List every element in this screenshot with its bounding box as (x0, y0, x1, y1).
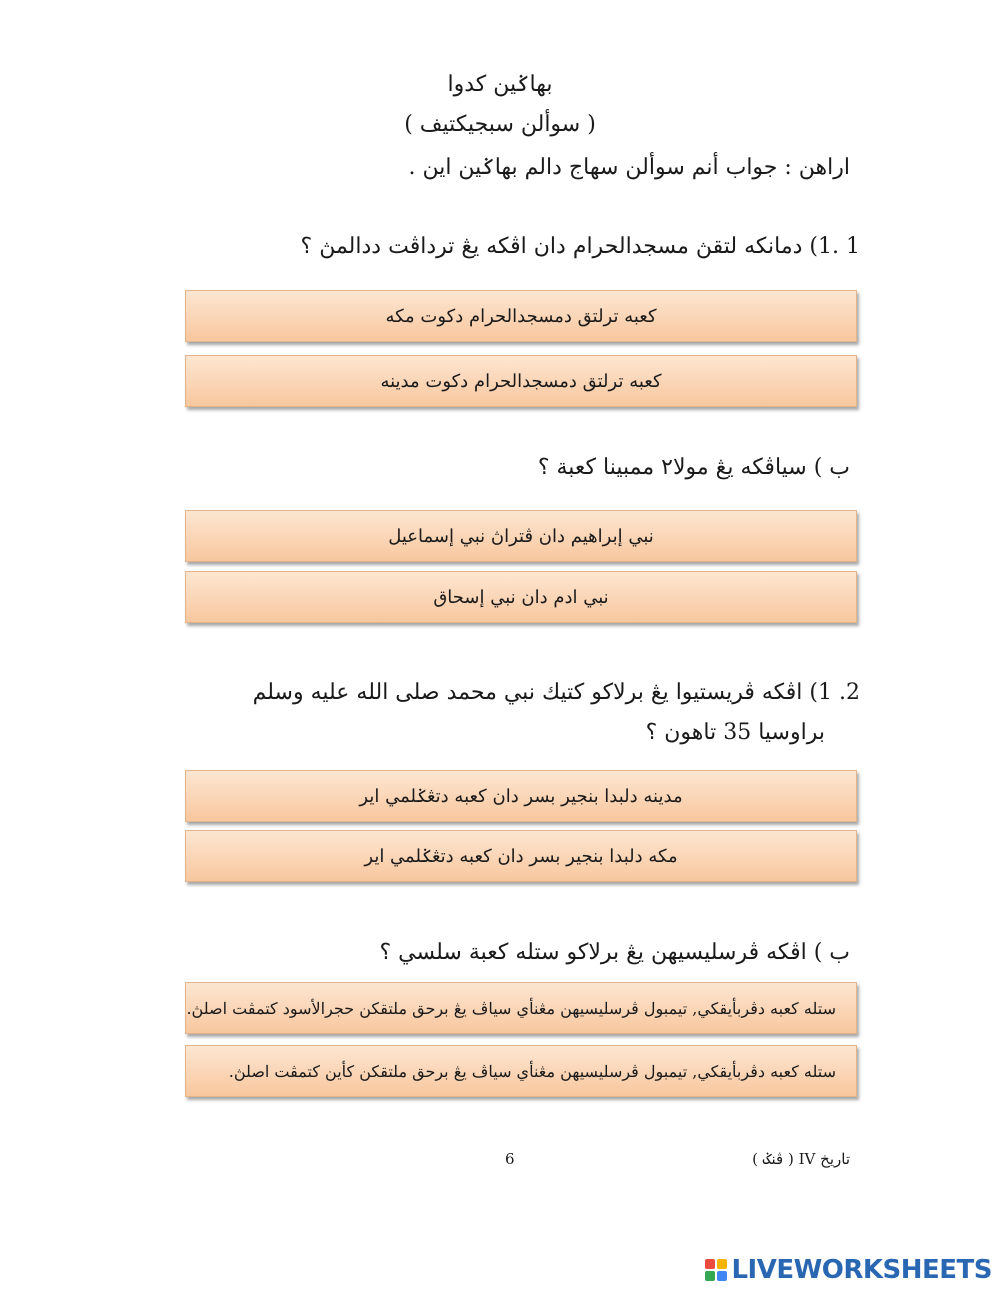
question-2a-option-2[interactable]: مكه دلبدا بنجير بسر دان كعبه دتڠݢلمي اير (185, 830, 857, 882)
question-2a-option-1[interactable]: مدينه دلبدا بنجير بسر دان كعبه دتڠݢلمي اير (185, 770, 857, 822)
question-1a-text: 1 .1) دمانکه لتقڽ مسجدالحرام دان اڤکه يڠ ترداڤت ددالمڽ ؟ (300, 234, 860, 259)
question-1b-text: ب ) سياڤكه يڠ مولا٢ ممبينا كعبة ؟ (537, 455, 850, 480)
question-2a-text-line2: براوسيا 35 تاهون ؟ (645, 720, 825, 745)
question-2a-text-line1: 2. 1) اڤكه ڤريستيوا يڠ برلاكو كتيك نبي محمد صلى الله عليه وسلم (252, 680, 860, 705)
liveworksheets-logo-icon (705, 1259, 727, 1281)
brand-name: LIVEWORKSHEETS (731, 1255, 992, 1285)
page-subtitle: ( سوألن سبجيکتيف ) (404, 112, 596, 137)
liveworksheets-brand[interactable] (705, 1255, 992, 1285)
question-2b-option-2[interactable]: ستله كعبه دڤربأيقكي, تيمبول ڤرسليسيهن مڠنأي سياڤ يڠ برحق ملتقكن كأين كتمڤت اصلڽ. (185, 1045, 857, 1097)
question-1b-option-2[interactable]: نبي ادم دان نبي إسحاق (185, 571, 857, 623)
question-2b-text: ب ) اڤكه ڤرسليسيهن يڠ برلاكو ستله كعبة سلسي ؟ (379, 940, 850, 965)
page-number: 6 (505, 1150, 515, 1168)
footer-subject: تاريخ IV ( ڤنݢ ) (752, 1150, 850, 1168)
question-1a-option-2[interactable]: كعبه ترلتق دمسجدالحرام دکوت مدينه (185, 355, 857, 407)
question-1b-option-1[interactable]: نبي إبراهيم دان ڤتراڽ نبي إسماعيل (185, 510, 857, 562)
page-title: بهاݢين كدوا (447, 72, 553, 97)
instruction-text: اراهن : جواب أنم سوألن سهاج دالم بهاݢين اين . (408, 155, 850, 180)
question-1a-option-1[interactable]: كعبه ترلتق دمسجدالحرام دکوت مكه (185, 290, 857, 342)
question-2b-option-1[interactable]: ستله كعبه دڤربأيقكي, تيمبول ڤرسليسيهن مڠنأي سياڤ يڠ برحق ملتقكن حجرالأسود كتمڤت اصلڽ. (185, 982, 857, 1034)
